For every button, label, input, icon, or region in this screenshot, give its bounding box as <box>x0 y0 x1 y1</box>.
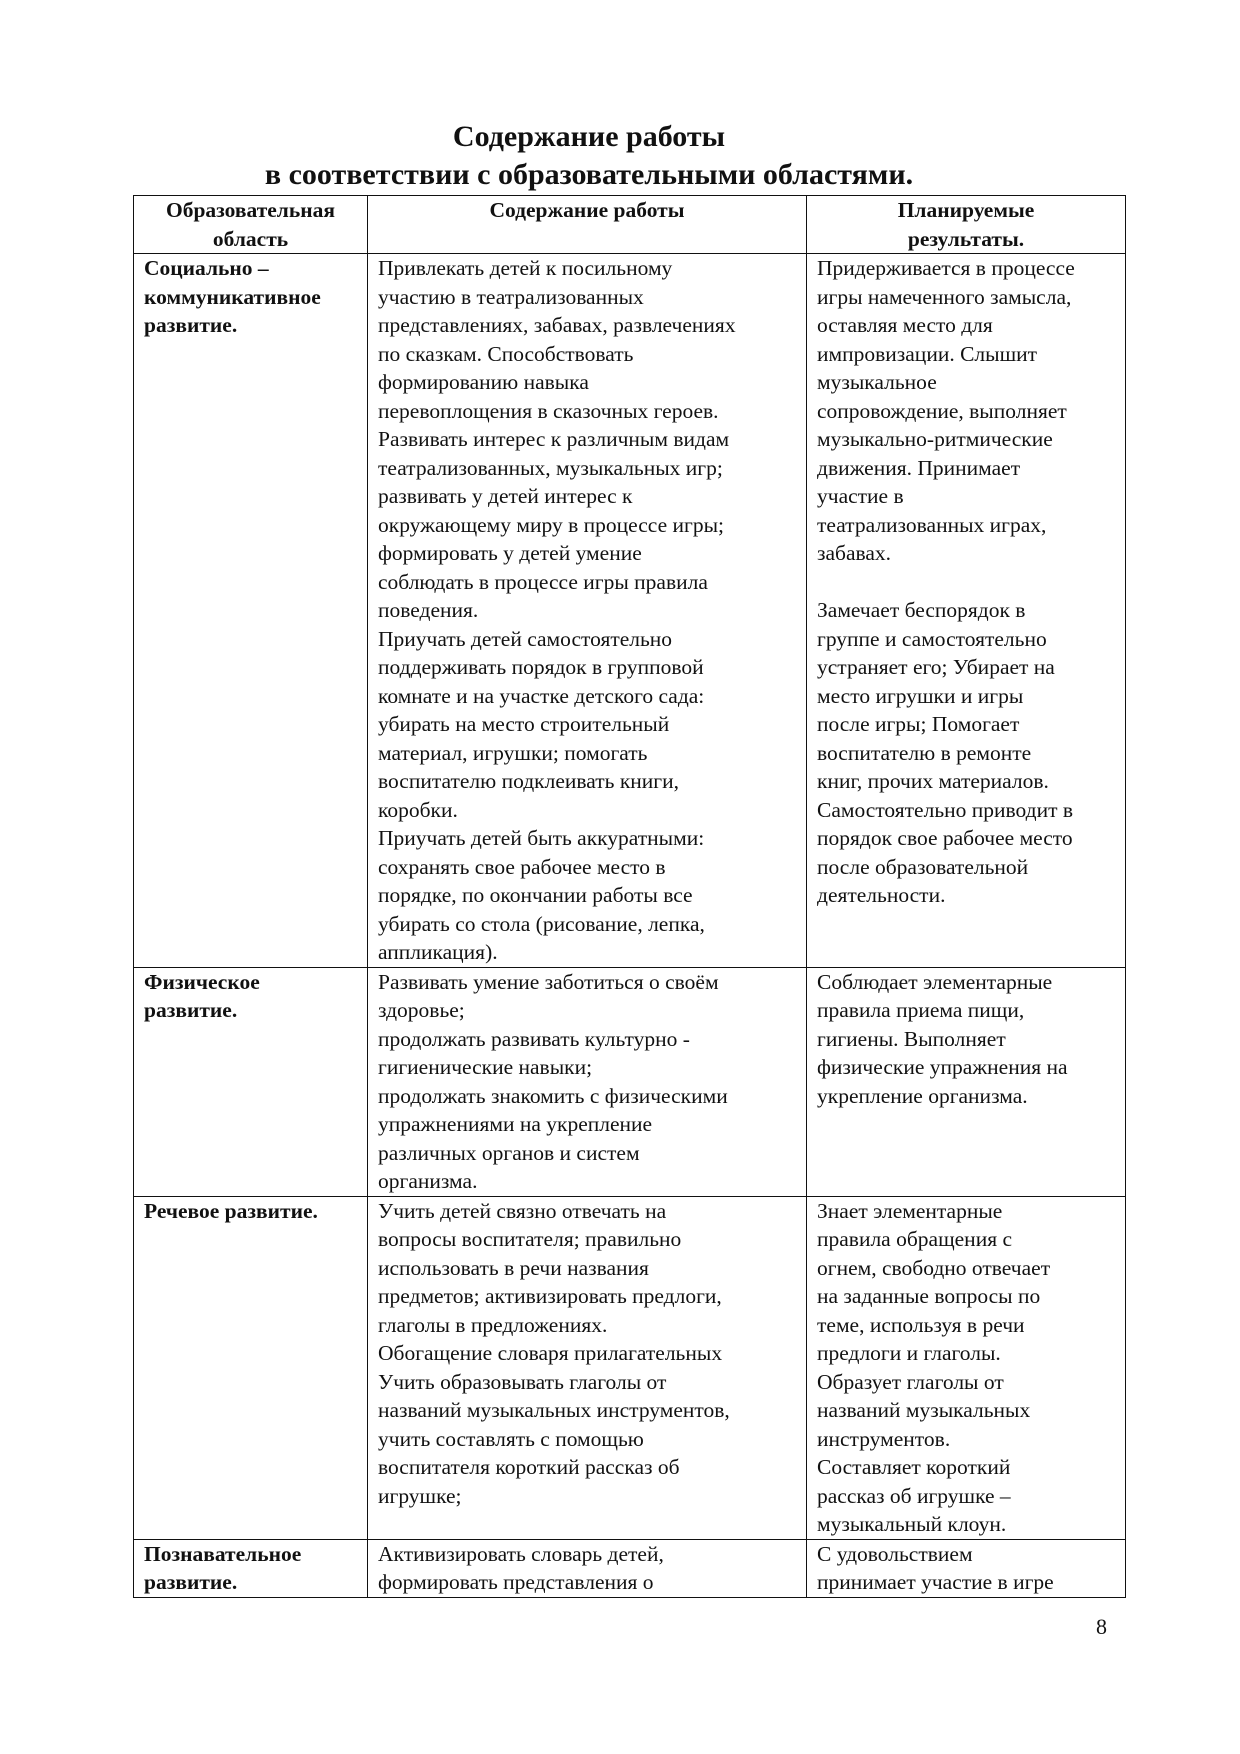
header-area <box>134 196 368 254</box>
cell-line: Замечает беспорядок в <box>817 598 1026 622</box>
cell-line: музыкальный клоун. <box>817 1512 1007 1536</box>
cell-line: глаголы в предложениях. <box>378 1312 608 1337</box>
cell-line: забавах. <box>817 541 892 565</box>
cell-line: игры намеченного замысла, <box>817 284 1072 309</box>
cell-line: оставляя место для <box>817 313 993 337</box>
cell-line: воспитателю подклеивать книги, <box>378 769 679 793</box>
table-row <box>134 967 1126 1196</box>
cell-line: книг, прочих материалов. <box>817 769 1049 793</box>
cell-line: Развивать умение заботиться о своём <box>378 969 719 994</box>
cell-line: развитие. <box>144 313 238 337</box>
content-cell <box>368 1539 807 1597</box>
cell-line: правила обращения с <box>817 1227 1013 1251</box>
cell-line: Речевое развитие. <box>144 1198 318 1223</box>
cell-line: место игрушки и игры <box>817 683 1024 708</box>
cell-line: предметов; активизировать предлоги, <box>378 1284 722 1308</box>
area-cell <box>134 1539 368 1597</box>
cell-line: результаты. <box>907 226 1025 251</box>
cell-line: принимает участие в игре <box>817 1570 1054 1594</box>
page-number: 8 <box>1096 1614 1107 1639</box>
cell-line: аппликация). <box>378 940 498 964</box>
cell-line: на заданные вопросы по <box>817 1284 1041 1308</box>
cell-line: область <box>212 226 289 251</box>
cell-line: импровизации. Слышит <box>817 341 1038 366</box>
cell-line: укрепление организма. <box>817 1083 1028 1108</box>
cell-line: представлениях, забавах, развлечениях <box>378 313 736 337</box>
cell-line: вопросы воспитателя; правильно <box>378 1227 682 1251</box>
cell-line: гигиенические навыки; <box>378 1055 593 1079</box>
content-cell <box>368 967 807 1196</box>
area-cell <box>134 1196 368 1539</box>
cell-line: Знает элементарные <box>817 1198 1003 1223</box>
cell-line: учить составлять с помощью <box>378 1426 644 1451</box>
cell-line: здоровье; <box>378 998 465 1022</box>
cell-line: театрализованных играх, <box>817 512 1047 537</box>
cell-line: музыкальное <box>817 370 937 394</box>
cell-line: поддерживать порядок в групповой <box>378 655 704 679</box>
cell-line: перевоплощения в сказочных героев. <box>378 398 719 423</box>
cell-line: устраняет его; Убирает на <box>817 655 1055 679</box>
cell-line: предлоги и глаголы. <box>817 1341 1001 1365</box>
cell-line: коробки. <box>378 797 458 822</box>
cell-line: формировать у детей умение <box>378 541 642 565</box>
content-cell <box>368 1196 807 1539</box>
cell-line: Приучать детей самостоятельно <box>378 626 673 651</box>
cell-line: различных органов и систем <box>378 1140 640 1165</box>
area-cell <box>134 254 368 968</box>
cell-line: Составляет короткий <box>817 1455 1011 1479</box>
cell-line: участию в театрализованных <box>378 284 644 309</box>
cell-line: соблюдать в процессе игры правила <box>378 569 708 594</box>
cell-line: Учить образовывать глаголы от <box>378 1369 667 1394</box>
cell-line: по сказкам. Способствовать <box>378 341 634 366</box>
blank-line <box>817 568 1117 597</box>
cell-line: Физическое <box>144 969 260 994</box>
cell-line: гигиены. Выполняет <box>817 1026 1006 1051</box>
cell-line: Самостоятельно приводит в <box>817 797 1074 822</box>
cell-line: Образовательная <box>165 198 336 222</box>
header-results <box>807 196 1126 254</box>
cell-line: Привлекать детей к посильному <box>378 256 673 280</box>
table-row <box>134 1196 1126 1539</box>
cell-line: Активизировать словарь детей, <box>378 1541 664 1566</box>
cell-line: Образует глаголы от <box>817 1369 1004 1394</box>
cell-line: сопровождение, выполняет <box>817 398 1067 423</box>
cell-line: Развивать интерес к различным видам <box>378 427 730 451</box>
cell-line: порядок свое рабочее место <box>817 826 1073 850</box>
cell-line: поведения. <box>378 598 479 622</box>
cell-line: Социально – <box>144 256 269 280</box>
cell-line: театрализованных, музыкальных игр; <box>378 455 723 480</box>
cell-line: комнате и на участке детского сада: <box>378 683 705 708</box>
page-title-line-2: в соответствии с образовательными областями. <box>264 158 914 191</box>
results-cell <box>807 967 1126 1196</box>
cell-line: Содержание работы <box>489 198 685 222</box>
cell-line: воспитателю в ремонте <box>817 740 1032 765</box>
cell-line: правила приема пищи, <box>817 998 1025 1022</box>
content-table <box>133 195 1126 1598</box>
cell-line: развивать у детей интерес к <box>378 484 633 508</box>
cell-line: использовать в речи названия <box>378 1255 649 1280</box>
cell-line: названий музыкальных <box>817 1398 1031 1422</box>
cell-line: С удовольствием <box>817 1541 973 1566</box>
cell-line: Придерживается в процессе <box>817 256 1075 280</box>
table-header-row <box>134 196 1126 254</box>
page-title-line-1: Содержание работы <box>452 120 726 153</box>
cell-line: Планируемые <box>897 198 1035 222</box>
cell-line: организма. <box>378 1169 478 1193</box>
cell-line: сохранять свое рабочее место в <box>378 854 666 879</box>
cell-line: названий музыкальных инструментов, <box>378 1398 730 1422</box>
cell-line: участие в <box>817 484 904 508</box>
cell-line: физические упражнения на <box>817 1055 1068 1079</box>
cell-line: огнем, свободно отвечает <box>817 1255 1051 1280</box>
cell-line: продолжать знакомить с физическими <box>378 1083 728 1108</box>
cell-line: развитие. <box>144 1570 238 1594</box>
cell-line: воспитателя короткий рассказ об <box>378 1455 680 1479</box>
content-cell <box>368 254 807 968</box>
cell-line: после игры; Помогает <box>817 712 1020 736</box>
table-row <box>134 1539 1126 1597</box>
cell-line: деятельности. <box>817 883 946 907</box>
table-row <box>134 254 1126 968</box>
cell-line: Соблюдает элементарные <box>817 969 1053 994</box>
cell-line: теме, используя в речи <box>817 1312 1025 1337</box>
cell-line: убирать со стола (рисование, лепка, <box>378 911 705 936</box>
cell-line: Познавательное <box>144 1541 302 1566</box>
cell-line: Учить детей связно отвечать на <box>378 1198 667 1223</box>
cell-line: развитие. <box>144 998 238 1022</box>
page-title <box>0 118 1178 194</box>
results-cell <box>807 254 1126 968</box>
cell-line: материал, игрушки; помогать <box>378 740 648 765</box>
cell-line: упражнениями на укрепление <box>378 1112 653 1136</box>
results-cell <box>807 1539 1126 1597</box>
cell-line: музыкально-ритмические <box>817 427 1053 451</box>
cell-line: инструментов. <box>817 1426 951 1451</box>
cell-line: порядке, по окончании работы все <box>378 883 693 907</box>
cell-line: группе и самостоятельно <box>817 626 1047 651</box>
cell-line: продолжать развивать культурно - <box>378 1026 690 1051</box>
cell-line: после образовательной <box>817 854 1029 879</box>
cell-line: Приучать детей быть аккуратными: <box>378 826 705 850</box>
cell-line: игрушке; <box>378 1483 462 1508</box>
header-content <box>368 196 807 254</box>
cell-line: рассказ об игрушке – <box>817 1483 1011 1508</box>
area-cell <box>134 967 368 1196</box>
cell-line: формировать представления о <box>378 1570 654 1594</box>
cell-line: коммуникативное <box>144 284 321 309</box>
cell-line: движения. Принимает <box>817 455 1021 480</box>
cell-line: Обогащение словаря прилагательных <box>378 1341 723 1365</box>
cell-line: окружающему миру в процессе игры; <box>378 512 724 537</box>
results-cell <box>807 1196 1126 1539</box>
cell-line: формированию навыка <box>378 370 589 394</box>
cell-line: убирать на место строительный <box>378 712 670 736</box>
